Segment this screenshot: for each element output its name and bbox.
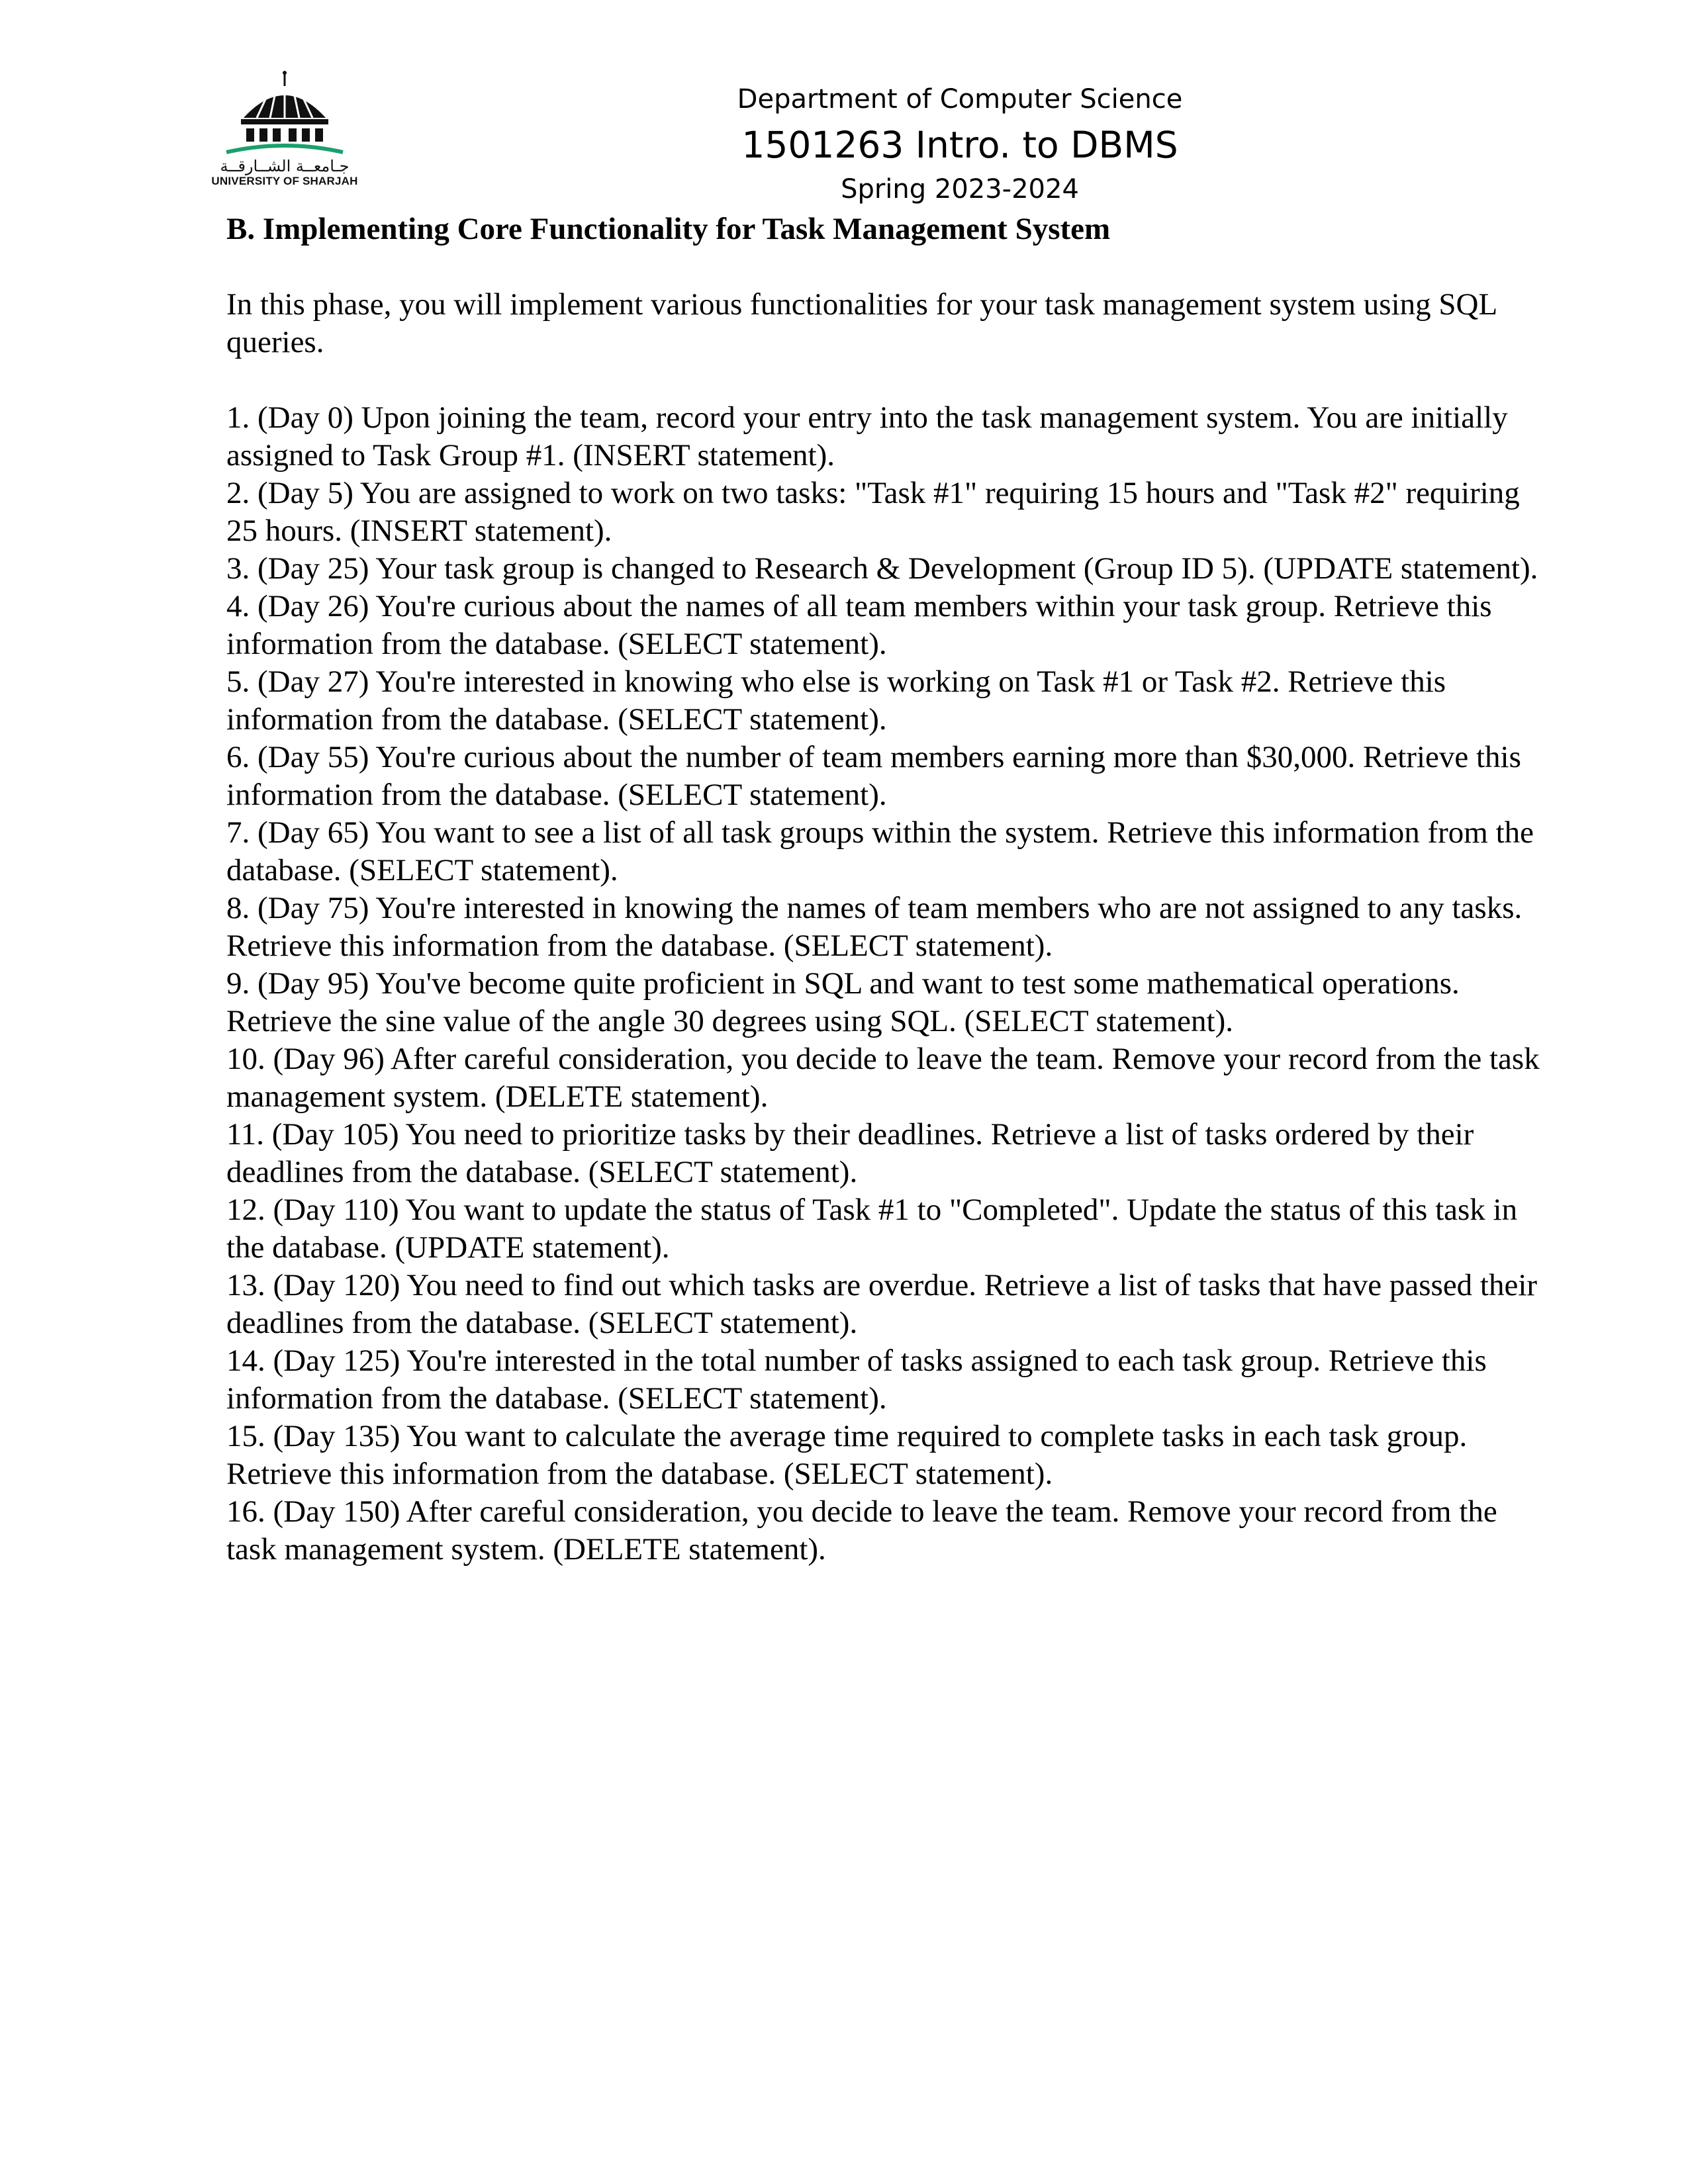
- section-title: B. Implementing Core Functionality for Task Management System: [226, 212, 1111, 246]
- term-label: Spring 2023-2024: [841, 174, 1079, 205]
- list-item: 9. (Day 95) You've become quite proficient in SQL and want to test some mathematical operations. Retrieve the sine value of the angle 30 degrees using SQL. (SELECT statement).: [226, 966, 1460, 1038]
- list-item: 15. (Day 135) You want to calculate the average time required to complete tasks in each task group. Retrieve this information from the database. (SELECT statement).: [226, 1419, 1468, 1491]
- university-logo: [192, 66, 377, 192]
- list-item: 10. (Day 96) After careful consideration, you decide to leave the team. Remove your record from the task management system. (DELETE statement).: [226, 1042, 1540, 1114]
- list-item: 11. (Day 105) You need to prioritize tasks by their deadlines. Retrieve a list of tasks ordered by their deadlines from the database. (SELECT statement).: [226, 1117, 1474, 1189]
- task-list: [226, 399, 1544, 1569]
- list-item: 4. (Day 26) You're curious about the names of all team members within your task group. Retrieve this information from the database. (SELECT statement).: [226, 589, 1492, 661]
- assignment-body: [226, 210, 1544, 1569]
- course-title: 1501263 Intro. to DBMS: [741, 124, 1178, 166]
- list-item: 1. (Day 0) Upon joining the team, record your entry into the task management system. You are initially assigned to Task Group #1. (INSERT statement).: [226, 400, 1508, 473]
- list-item: 13. (Day 120) You need to find out which tasks are overdue. Retrieve a list of tasks that have passed their deadlines from the database. (SELECT statement).: [226, 1268, 1538, 1340]
- list-item: 2. (Day 5) You are assigned to work on two tasks: "Task #1" requiring 15 hours and "Task #2" requiring 25 hours. (INSERT statement).: [226, 476, 1520, 548]
- logo-arabic-name: جـامعــة الشــارقــة: [220, 157, 350, 175]
- list-item: 6. (Day 55) You're curious about the number of team members earning more than $30,000. Retrieve this information from the database. (SELECT statement).: [226, 740, 1521, 812]
- document-header: [695, 81, 1225, 206]
- list-item: 7. (Day 65) You want to see a list of all task groups within the system. Retrieve this information from the database. (SELECT statement).: [226, 815, 1534, 887]
- department-name: Department of Computer Science: [737, 84, 1183, 114]
- section-intro: In this phase, you will implement various functionalities for your task management system using SQL queries.: [226, 287, 1497, 359]
- list-item: 8. (Day 75) You're interested in knowing the names of team members who are not assigned to any tasks. Retrieve this information from the database. (SELECT statement).: [226, 891, 1523, 963]
- list-item: 14. (Day 125) You're interested in the total number of tasks assigned to each task group. Retrieve this information from the database. (SELECT statement).: [226, 1343, 1487, 1416]
- list-item: 16. (Day 150) After careful consideration, you decide to leave the team. Remove your record from the task management system. (DELETE statement).: [226, 1494, 1497, 1567]
- list-item: 3. (Day 25) Your task group is changed to Research & Development (Group ID 5). (UPDATE statement).: [226, 551, 1538, 586]
- list-item: 5. (Day 27) You're interested in knowing who else is working on Task #1 or Task #2. Retrieve this information from the database. (SELECT statement).: [226, 664, 1446, 737]
- logo-english-name: UNIVERSITY OF SHARJAH: [211, 175, 358, 187]
- list-item: 12. (Day 110) You want to update the status of Task #1 to "Completed". Update the status of this task in the database. (UPDATE statement).: [226, 1193, 1518, 1265]
